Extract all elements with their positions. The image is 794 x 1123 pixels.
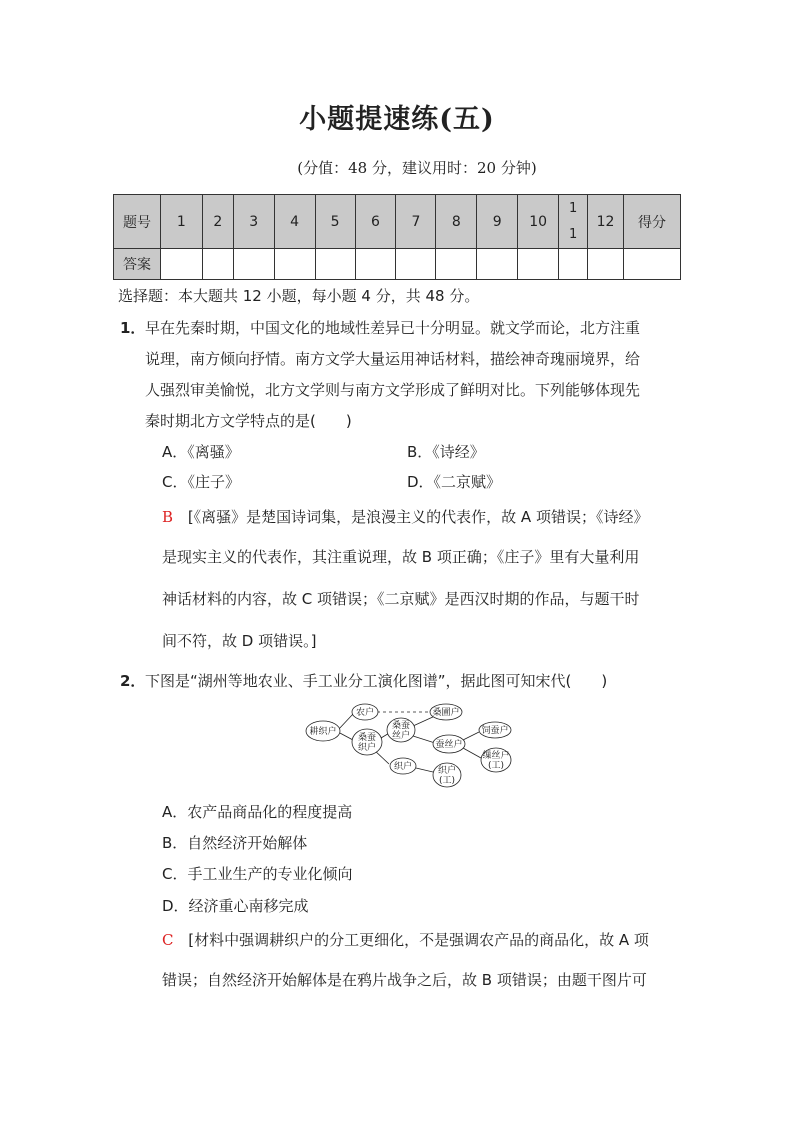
table-cell-number: 4	[274, 195, 315, 249]
question-2-stem: 下图是“湖州等地农业、手工业分工演化图谱”，据此图可知宋代( )	[145, 672, 608, 690]
option-c[interactable]: C．《庄子》	[162, 473, 240, 491]
diagram-label: 缫丝户	[482, 751, 510, 761]
diagram-label: (工)	[487, 761, 505, 771]
diagram-edge	[338, 732, 353, 740]
question-1-line: 人强烈审美愉悦，北方文学则与南方文学形成了鲜明对比。下列能够体现先	[145, 381, 641, 399]
answer-cell[interactable]	[274, 249, 315, 280]
question-1-line: 秦时期北方文学特点的是( )	[145, 412, 352, 430]
diagram-label: 桑蚕	[357, 733, 377, 743]
explanation-line: 错误；自然经济开始解体是在鸦片战争之后，故 B 项错误；由题干图片可	[162, 971, 647, 989]
table-cell-number: 5	[315, 195, 355, 249]
explanation-line: 神话材料的内容，故 C 项错误；《二京赋》是西汉时期的作品，与题干时	[162, 590, 640, 608]
answer-cell[interactable]	[588, 249, 624, 280]
answer-line	[162, 929, 649, 950]
question-1-line: 早在先秦时期，中国文化的地域性差异已十分明显。就文学而论，北方注重	[145, 319, 641, 337]
table-cell-number-eleven	[559, 195, 588, 249]
diagram-label: 织户	[357, 743, 377, 753]
diagram-label: 丝户	[391, 731, 411, 741]
table-cell-number: 10	[518, 195, 559, 249]
explanation-line: 是现实主义的代表作，其注重说理，故 B 项正确；《庄子》里有大量利用	[162, 548, 640, 566]
answer-cell[interactable]	[355, 249, 396, 280]
answer-table	[113, 194, 681, 280]
section-instructions: 选择题：本大题共 12 小题，每小题 4 分，共 48 分。	[118, 287, 480, 305]
answer-cell[interactable]	[396, 249, 436, 280]
answer-letter: C	[162, 931, 174, 949]
table-cell-number: 12	[588, 195, 624, 249]
diagram-edge	[338, 714, 353, 730]
answer-cell[interactable]	[315, 249, 355, 280]
question-number: 2．	[120, 672, 146, 690]
option-d[interactable]: D．《二京赋》	[407, 473, 502, 491]
diagram-label: 蚕丝户	[435, 740, 463, 750]
answer-cell[interactable]	[233, 249, 274, 280]
answer-cell[interactable]	[559, 249, 588, 280]
eleven-bottom: 1	[568, 226, 578, 242]
answer-cell[interactable]	[202, 249, 233, 280]
table-cell-number: 2	[202, 195, 233, 249]
diagram-label: (工)	[438, 776, 456, 786]
row-label-question-number: 题号	[114, 195, 161, 249]
diagram-edge	[463, 748, 481, 758]
explanation-line: [《离骚》是楚国诗词集，是浪漫主义的代表作，故 A 项错误；《诗经》	[187, 508, 649, 526]
diagram-label: 桑圃户	[432, 708, 460, 718]
option-d[interactable]: D．经济重心南移完成	[162, 897, 309, 915]
option-a[interactable]: A．农产品商品化的程度提高	[162, 803, 353, 821]
diagram-edge	[416, 768, 433, 772]
question-1-line: 说理，南方倾向抒情。南方文学大量运用神话材料，描绘神奇瑰丽境界，给	[145, 350, 641, 368]
table-cell-number: 7	[396, 195, 436, 249]
diagram-edge	[463, 732, 479, 740]
option-c[interactable]: C．手工业生产的专业化倾向	[162, 865, 353, 883]
diagram-label: 桑蚕	[391, 721, 411, 731]
option-b[interactable]: B．自然经济开始解体	[162, 834, 308, 852]
answer-letter: B	[162, 508, 174, 526]
score-label: 得分	[624, 195, 681, 249]
table-cell-number: 3	[233, 195, 274, 249]
diagram-label: 织户	[393, 762, 413, 772]
diagram-edge	[413, 736, 435, 743]
table-cell-number: 1	[160, 195, 202, 249]
eleven-top: 1	[568, 200, 578, 216]
score-cell[interactable]	[624, 249, 681, 280]
question-number: 1．	[120, 319, 146, 337]
division-of-labor-diagram	[303, 700, 523, 792]
table-cell-number: 8	[436, 195, 477, 249]
answer-cell[interactable]	[160, 249, 202, 280]
answer-cell[interactable]	[518, 249, 559, 280]
explanation-line: 间不符，故 D 项错误。]	[162, 632, 317, 650]
diagram-label: 饲蚕户	[481, 726, 509, 736]
row-label-answer: 答案	[114, 249, 161, 280]
table-answer-row	[114, 249, 681, 280]
diagram-label: 织户	[437, 766, 457, 776]
table-cell-number: 6	[355, 195, 396, 249]
page-title: 小题提速练(五)	[299, 104, 495, 135]
diagram-label: 耕织户	[309, 727, 337, 737]
explanation-line: [材料中强调耕织户的分工更细化，不是强调农产品的商品化，故 A 项	[188, 931, 649, 949]
table-header-row	[114, 195, 681, 249]
answer-line	[162, 506, 648, 527]
option-b[interactable]: B．《诗经》	[407, 443, 485, 461]
answer-cell[interactable]	[477, 249, 518, 280]
answer-cell[interactable]	[436, 249, 477, 280]
option-a[interactable]: A．《离骚》	[162, 443, 240, 461]
table-cell-number: 9	[477, 195, 518, 249]
page-subtitle: (分值：48 分，建议用时：20 分钟)	[297, 159, 537, 177]
diagram-label: 农户	[355, 708, 375, 718]
